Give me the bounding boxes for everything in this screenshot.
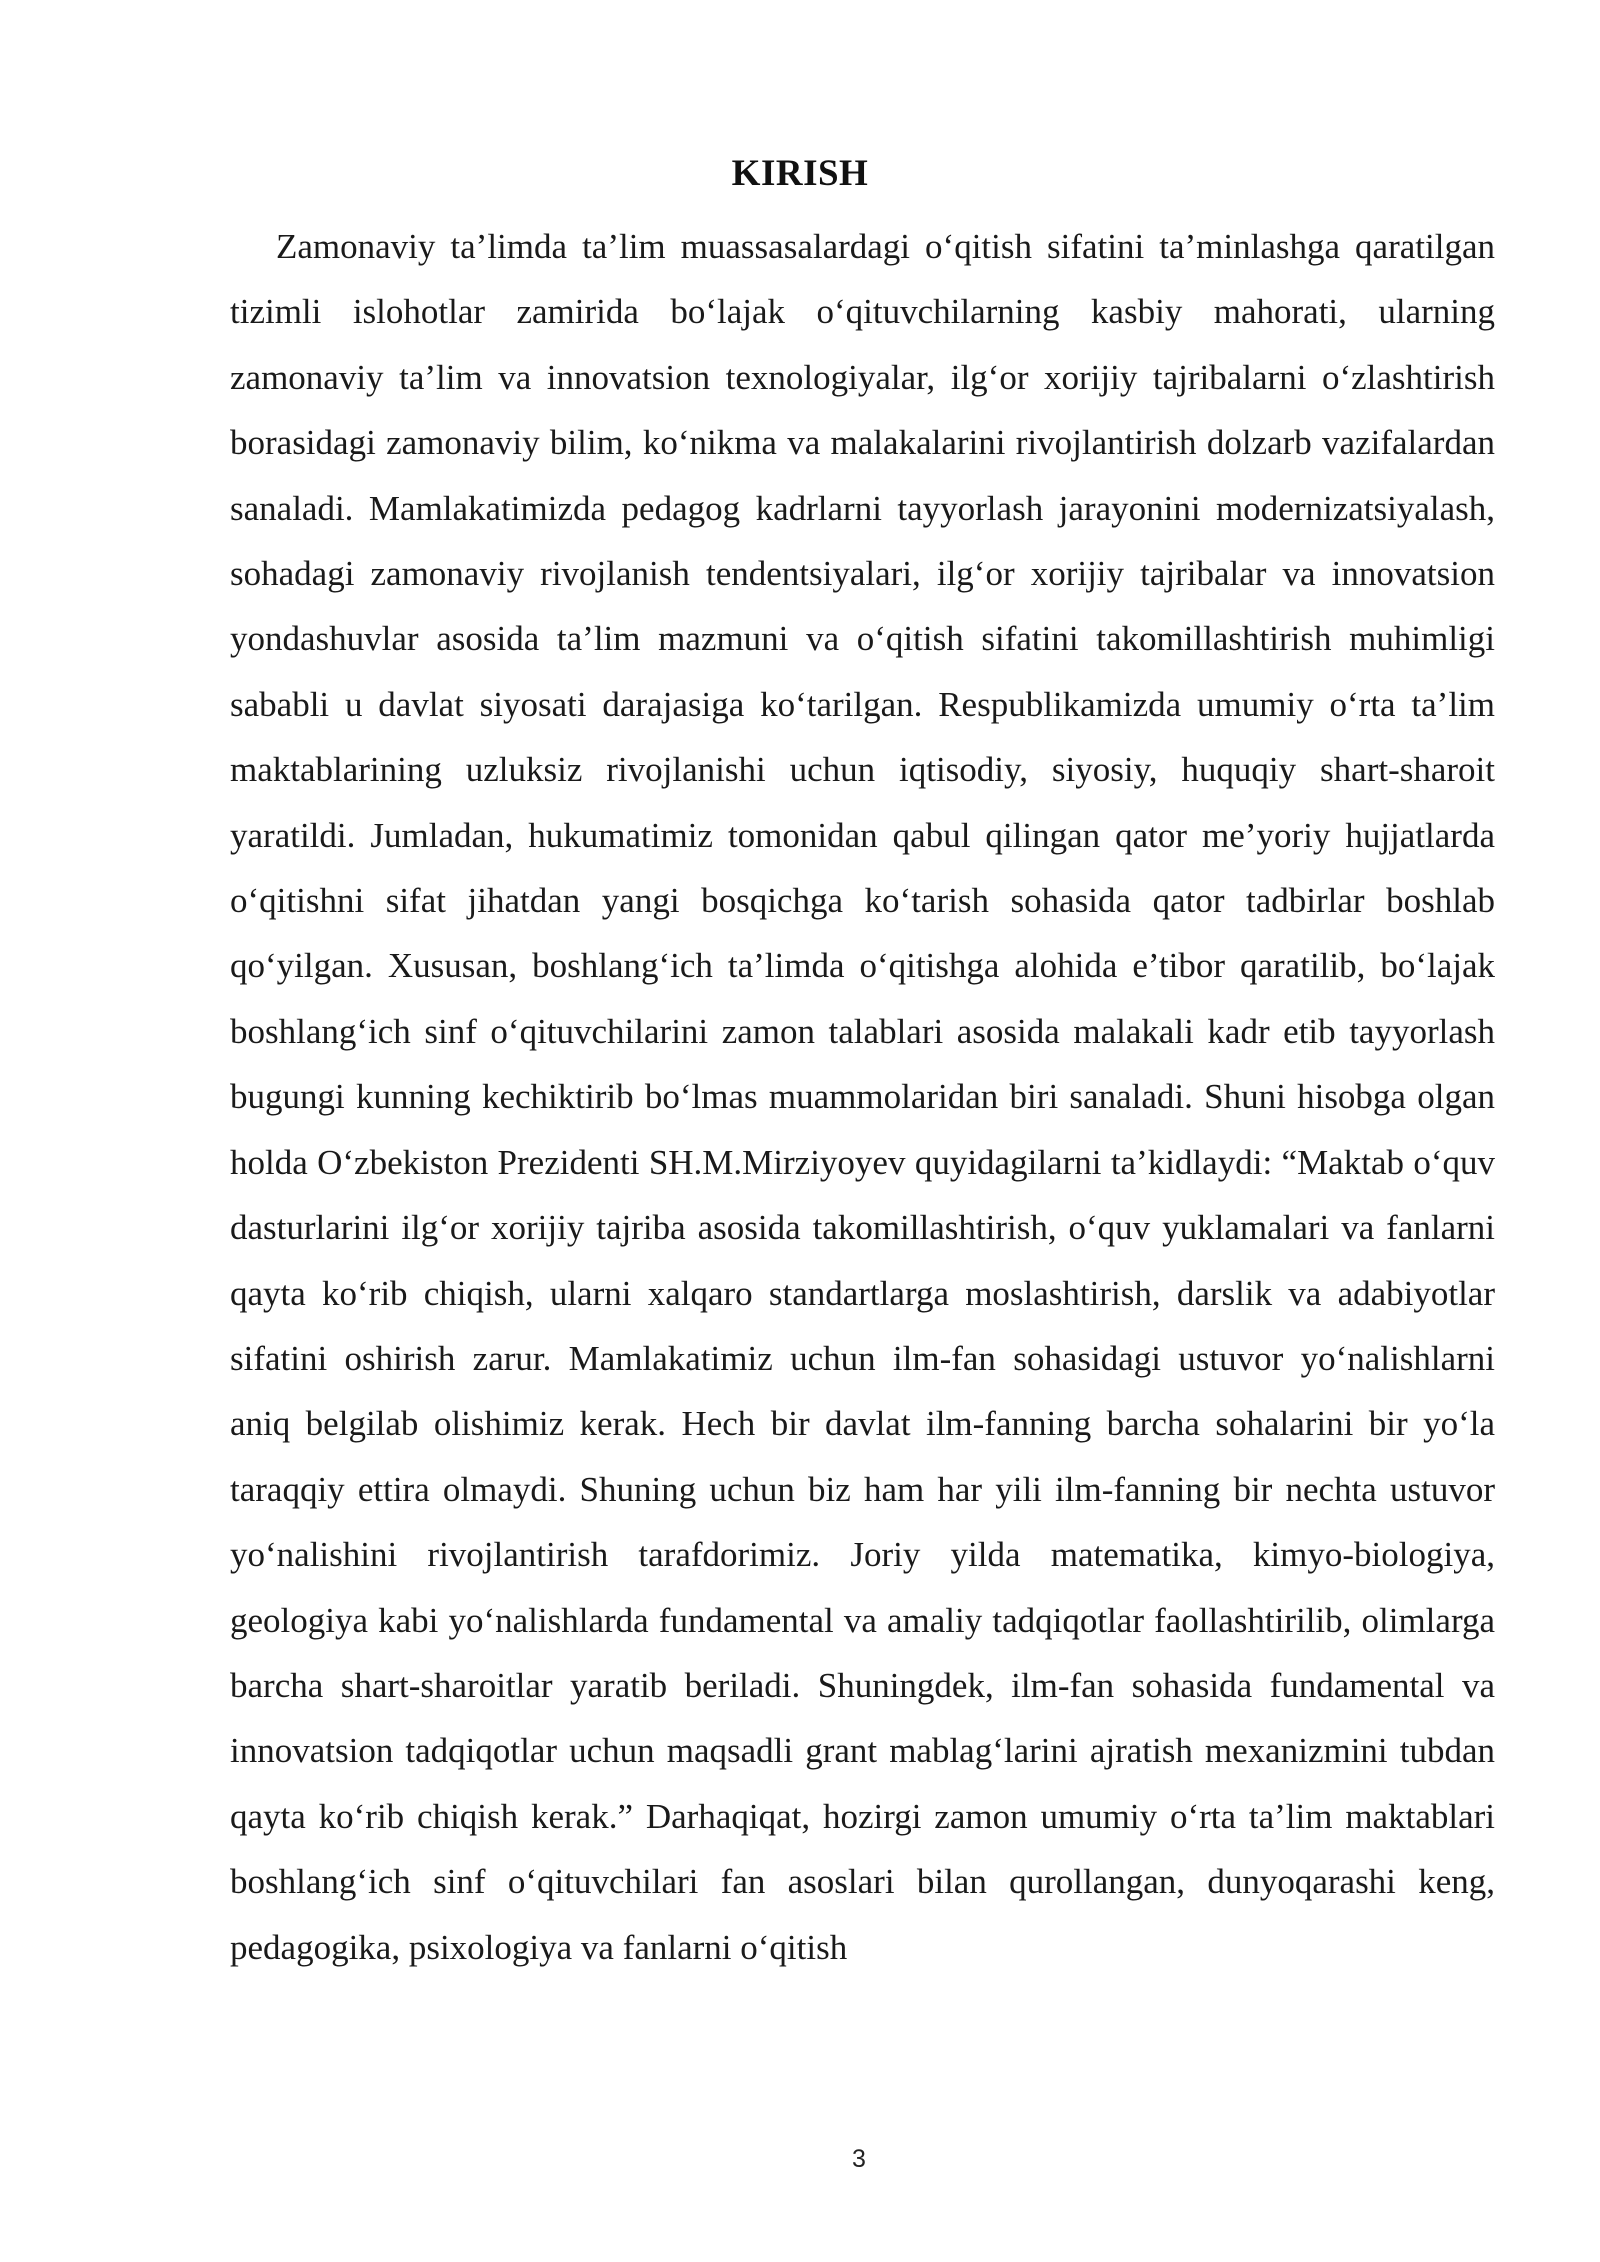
body-paragraph: Zamonaviy ta’limda ta’lim muassasalardagi o‘qitish sifatini ta’minlashga qaratilgan tizimli islohotlar zamirida bo‘lajak o‘qituvchilarning kasbiy mahorati, ularning zamonaviy ta’lim va innovatsion texnologiyalar, ilg‘or xorijiy tajribalarni o‘zlashtirish borasidagi zamonaviy bilim, ko‘nikma va malakalarini rivojlantirish dolzarb vazifalardan sanaladi. Mamlakatimizda pedagog kadrlarni tayyorlash jarayonini modernizatsiyalash, sohadagi zamonaviy rivojlanish tendentsiyalari, ilg‘or xorijiy tajribalar va innovatsion yondashuvlar asosida ta’lim mazmuni va o‘qitish sifatini takomillashtirish muhimligi sababli u davlat siyosati darajasiga ko‘tarilgan. Respublikamizda umumiy o‘rta ta’lim maktablarining uzluksiz rivojlanishi uchun iqtisodiy, siyosiy, huquqiy shart-sharoit yaratildi. Jumladan, hukumatimiz tomonidan qabul qilingan qator me’yoriy hujjatlarda o‘qitishni sifat jihatdan yangi bosqichga ko‘tarish sohasida qator tadbirlar boshlab qo‘yilgan. Xususan, boshlang‘ich ta’limda o‘qitishga alohida e’tibor qaratilib, bo‘lajak boshlang‘ich sinf o‘qituvchilarini zamon talablari asosida malakali kadr etib tayyorlash bugungi kunning kechiktirib bo‘lmas muammolaridan biri sanaladi. Shuni hisobga olgan holda O‘zbekiston Prezidenti SH.M.Mirziyoyev quyidagilarni ta’kidlaydi: “Maktab o‘quv dasturlarini ilg‘or xorijiy tajriba asosida takomillashtirish, o‘quv yuklamalari va fanlarni qayta ko‘rib chiqish, ularni xalqaro standartlarga moslashtirish, darslik va adabiyotlar sifatini oshirish zarur. Mamlakatimiz uchun ilm-fan sohasidagi ustuvor yo‘nalishlarni aniq belgilab olishimiz kerak. Hech bir davlat ilm-fanning barcha sohalarini bir yo‘la taraqqiy ettira olmaydi. Shuning uchun biz ham har yili ilm-fanning bir nechta ustuvor yo‘nalishini rivojlantirish tarafdorimiz. Joriy yilda matematika, kimyo-biologiya, geologiya kabi yo‘nalishlarda fundamental va amaliy tadqiqotlar faollashtirilib, olimlarga barcha shart-sharoitlar yaratib beriladi. Shuningdek, ilm-fan sohasida fundamental va innovatsion tadqiqotlar uchun maqsadli grant mablag‘larini ajratish mexanizmini tubdan qayta ko‘rib chiqish kerak.” Darhaqiqat, hozirgi zamon umumiy o‘rta ta’lim maktablari boshlang‘ich sinf o‘qituvchilari fan asoslari bilan qurollangan, dunyoqarashi keng, pedagogika, psixologiya va fanlarni o‘qitish — [230, 227, 1495, 1967]
page-number: 3 — [852, 2145, 866, 2173]
section-title: KIRISH — [731, 153, 869, 194]
